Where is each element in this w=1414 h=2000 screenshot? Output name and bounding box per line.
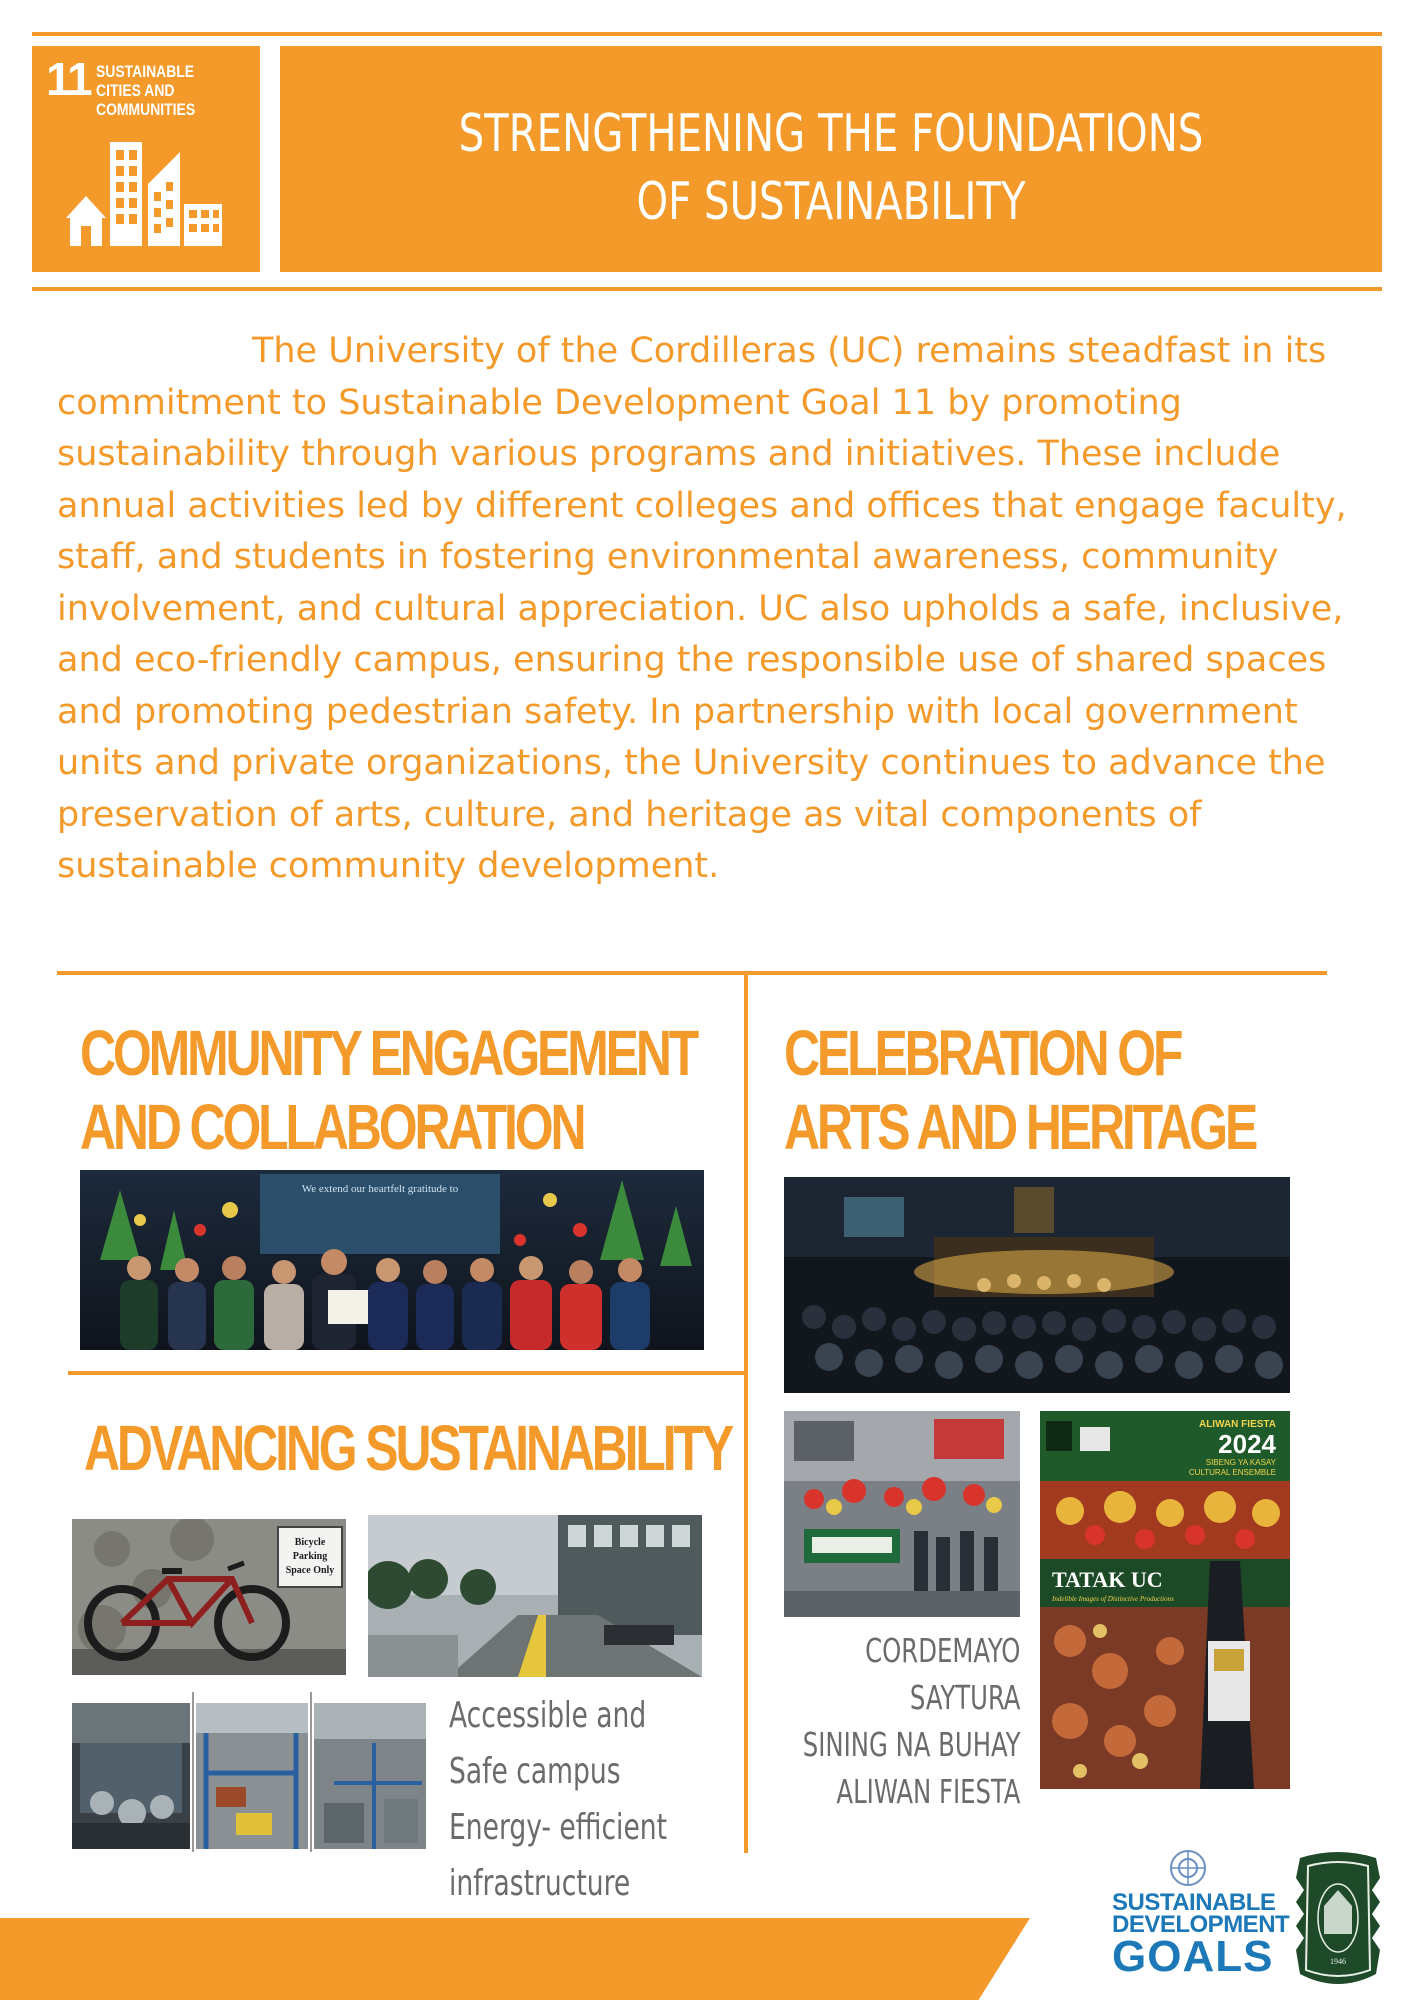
caption-sining: SINING NA BUHAY — [802, 1725, 1020, 1764]
heritage-caption — [802, 1627, 1020, 1815]
bike-sign-line2: Parking — [292, 1551, 328, 1562]
heading-community-line2: AND COLLABORATION — [80, 1091, 584, 1163]
title-banner — [280, 46, 1382, 272]
aliwan-sub1: SIBENG YA KASAY — [1205, 1458, 1276, 1467]
caption-accessible: Accessible and — [449, 1695, 647, 1736]
community-group-photo — [80, 1170, 704, 1350]
sustainability-caption — [449, 1688, 667, 1912]
left-section-divider — [68, 1371, 744, 1375]
tatak-subtitle: Indelible Images of Distinctive Productions — [1052, 1595, 1174, 1603]
city-buildings-icon — [66, 134, 226, 254]
caption-cordemayo: CORDEMAYO — [864, 1631, 1020, 1670]
sdg-number: 11 — [46, 53, 91, 105]
caption-saytura: SAYTURA — [909, 1678, 1020, 1717]
page-title — [357, 100, 1305, 236]
celebration-crowd-photo — [784, 1177, 1290, 1393]
un-emblem-icon — [1168, 1848, 1208, 1888]
sdg-goals-line1: SUSTAINABLE — [1112, 1889, 1276, 1916]
caption-safe-campus: Safe campus — [449, 1751, 621, 1792]
caption-aliwan: ALIWAN FIESTA — [835, 1772, 1020, 1811]
heading-celebration-line1: CELEBRATION OF — [784, 1017, 1181, 1089]
top-rule — [32, 32, 1382, 36]
banner-text: We extend our heartfelt gratitude to — [301, 1183, 459, 1195]
uc-seal-year: 1946 — [1330, 1957, 1346, 1966]
photo-frame-line-1 — [192, 1692, 194, 1852]
intro-divider — [57, 971, 1327, 975]
tatak-title: TATAK UC — [1052, 1567, 1163, 1592]
aliwan-sub2: CULTURAL ENSEMBLE — [1188, 1468, 1276, 1477]
heading-community-line1: COMMUNITY ENGAGEMENT — [80, 1017, 697, 1089]
column-divider — [744, 975, 748, 1853]
bike-sign-line3: Space Only — [285, 1565, 335, 1576]
aliwan-tatak-collage — [1040, 1411, 1290, 1789]
heading-celebration — [784, 1016, 1255, 1164]
infrastructure-photo-1 — [72, 1703, 190, 1849]
bicycle-parking-photo — [72, 1519, 346, 1675]
heading-advancing: ADVANCING SUSTAINABILITY — [84, 1412, 732, 1484]
title-line-2: OF SUSTAINABILITY — [636, 172, 1026, 232]
intro-paragraph — [57, 326, 1357, 893]
heading-celebration-line2: ARTS AND HERITAGE — [784, 1091, 1256, 1163]
infrastructure-photo-2 — [196, 1703, 308, 1849]
bike-sign-line1: Bicycle — [294, 1537, 326, 1548]
footer-bar — [0, 1918, 1030, 2000]
sdg-goals-logo — [1112, 1848, 1290, 1981]
intro-text: The University of the Cordilleras (UC) remains steadfast in its commitment to Sustainable Development Goal 11 by promoting sustainability through various programs and initiatives. These include annual activities led by different colleges and offices that engage faculty, staff, and students in fostering environmental awareness, community involvement, and cultural appreciation. UC also upholds a safe, inclusive, and eco-friendly campus, ensuring the responsible use of shared spaces and promoting pedestrian safety. In partnership with local government units and private organizations, the University continues to advance the preservation of arts, culture, and heritage as vital components of sustainable community development. — [57, 331, 1347, 886]
campus-walkway-photo — [368, 1515, 702, 1677]
sdg-name: SUSTAINABLE CITIES AND COMMUNITIES — [96, 62, 196, 119]
street-parade-photo — [784, 1411, 1020, 1617]
infrastructure-photo-3 — [314, 1703, 426, 1849]
title-line-1: STRENGTHENING THE FOUNDATIONS — [458, 104, 1204, 164]
sdg-goals-line2: DEVELOPMENT — [1112, 1911, 1290, 1938]
uc-seal-logo — [1290, 1850, 1386, 1990]
sdg11-tile — [32, 46, 260, 272]
heading-community — [80, 1016, 696, 1164]
aliwan-title: ALIWAN FIESTA — [1198, 1419, 1276, 1430]
aliwan-year: 2024 — [1218, 1429, 1276, 1459]
header-bottom-rule — [32, 287, 1382, 291]
caption-infrastructure: infrastructure — [449, 1863, 631, 1904]
caption-energy: Energy- efficient — [449, 1807, 668, 1848]
sdg-goals-line3: GOALS — [1112, 1932, 1274, 1981]
photo-frame-line-2 — [310, 1692, 312, 1852]
